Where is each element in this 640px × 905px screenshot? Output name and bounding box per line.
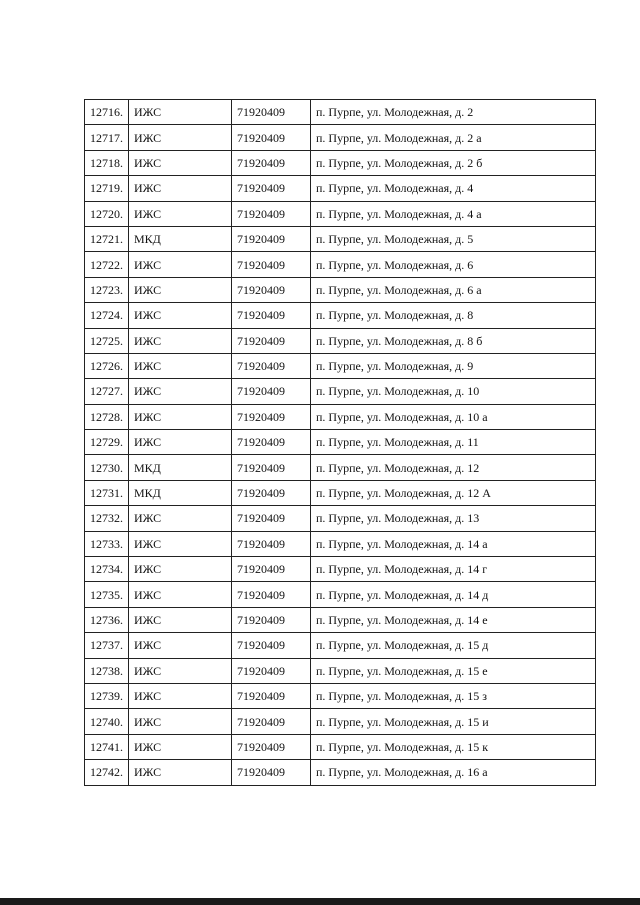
address-cell: п. Пурпе, ул. Молодежная, д. 14 а bbox=[311, 531, 596, 556]
building-type-cell: ИЖС bbox=[129, 100, 232, 125]
building-type-cell: ИЖС bbox=[129, 150, 232, 175]
building-type-cell: ИЖС bbox=[129, 353, 232, 378]
table-row bbox=[85, 226, 596, 251]
building-type-cell: ИЖС bbox=[129, 582, 232, 607]
oktmo-code-cell: 71920409 bbox=[232, 303, 311, 328]
oktmo-code-cell: 71920409 bbox=[232, 353, 311, 378]
table-row bbox=[85, 277, 596, 302]
address-cell: п. Пурпе, ул. Молодежная, д. 13 bbox=[311, 506, 596, 531]
row-number-cell: 12732. bbox=[85, 506, 129, 531]
address-cell: п. Пурпе, ул. Молодежная, д. 6 bbox=[311, 252, 596, 277]
address-cell: п. Пурпе, ул. Молодежная, д. 10 а bbox=[311, 404, 596, 429]
building-type-cell: ИЖС bbox=[129, 379, 232, 404]
table-row bbox=[85, 760, 596, 785]
address-cell: п. Пурпе, ул. Молодежная, д. 16 а bbox=[311, 760, 596, 785]
table-row bbox=[85, 709, 596, 734]
building-type-cell: МКД bbox=[129, 226, 232, 251]
table-row bbox=[85, 201, 596, 226]
oktmo-code-cell: 71920409 bbox=[232, 658, 311, 683]
address-cell: п. Пурпе, ул. Молодежная, д. 15 д bbox=[311, 633, 596, 658]
address-cell: п. Пурпе, ул. Молодежная, д. 9 bbox=[311, 353, 596, 378]
address-cell: п. Пурпе, ул. Молодежная, д. 2 а bbox=[311, 125, 596, 150]
oktmo-code-cell: 71920409 bbox=[232, 201, 311, 226]
row-number-cell: 12720. bbox=[85, 201, 129, 226]
building-type-cell: ИЖС bbox=[129, 531, 232, 556]
building-type-cell: ИЖС bbox=[129, 607, 232, 632]
building-type-cell: ИЖС bbox=[129, 125, 232, 150]
table-row bbox=[85, 607, 596, 632]
address-cell: п. Пурпе, ул. Молодежная, д. 8 bbox=[311, 303, 596, 328]
address-cell: п. Пурпе, ул. Молодежная, д. 11 bbox=[311, 430, 596, 455]
address-cell: п. Пурпе, ул. Молодежная, д. 14 е bbox=[311, 607, 596, 632]
building-type-cell: ИЖС bbox=[129, 633, 232, 658]
building-type-cell: ИЖС bbox=[129, 176, 232, 201]
row-number-cell: 12736. bbox=[85, 607, 129, 632]
building-type-cell: ИЖС bbox=[129, 303, 232, 328]
address-cell: п. Пурпе, ул. Молодежная, д. 14 г bbox=[311, 557, 596, 582]
oktmo-code-cell: 71920409 bbox=[232, 760, 311, 785]
table-row bbox=[85, 633, 596, 658]
address-cell: п. Пурпе, ул. Молодежная, д. 4 bbox=[311, 176, 596, 201]
building-type-cell: ИЖС bbox=[129, 404, 232, 429]
oktmo-code-cell: 71920409 bbox=[232, 404, 311, 429]
building-type-cell: ИЖС bbox=[129, 328, 232, 353]
row-number-cell: 12729. bbox=[85, 430, 129, 455]
oktmo-code-cell: 71920409 bbox=[232, 430, 311, 455]
address-cell: п. Пурпе, ул. Молодежная, д. 2 bbox=[311, 100, 596, 125]
row-number-cell: 12723. bbox=[85, 277, 129, 302]
row-number-cell: 12718. bbox=[85, 150, 129, 175]
oktmo-code-cell: 71920409 bbox=[232, 531, 311, 556]
address-cell: п. Пурпе, ул. Молодежная, д. 15 е bbox=[311, 658, 596, 683]
table-row bbox=[85, 557, 596, 582]
row-number-cell: 12719. bbox=[85, 176, 129, 201]
oktmo-code-cell: 71920409 bbox=[232, 633, 311, 658]
oktmo-code-cell: 71920409 bbox=[232, 557, 311, 582]
address-cell: п. Пурпе, ул. Молодежная, д. 8 б bbox=[311, 328, 596, 353]
table-row bbox=[85, 480, 596, 505]
row-number-cell: 12741. bbox=[85, 734, 129, 759]
building-type-cell: МКД bbox=[129, 480, 232, 505]
building-type-cell: ИЖС bbox=[129, 658, 232, 683]
building-type-cell: ИЖС bbox=[129, 201, 232, 226]
row-number-cell: 12737. bbox=[85, 633, 129, 658]
row-number-cell: 12739. bbox=[85, 683, 129, 708]
row-number-cell: 12733. bbox=[85, 531, 129, 556]
address-cell: п. Пурпе, ул. Молодежная, д. 5 bbox=[311, 226, 596, 251]
address-cell: п. Пурпе, ул. Молодежная, д. 14 д bbox=[311, 582, 596, 607]
table-row bbox=[85, 353, 596, 378]
row-number-cell: 12716. bbox=[85, 100, 129, 125]
row-number-cell: 12717. bbox=[85, 125, 129, 150]
oktmo-code-cell: 71920409 bbox=[232, 734, 311, 759]
row-number-cell: 12725. bbox=[85, 328, 129, 353]
oktmo-code-cell: 71920409 bbox=[232, 328, 311, 353]
address-cell: п. Пурпе, ул. Молодежная, д. 2 б bbox=[311, 150, 596, 175]
table-row bbox=[85, 430, 596, 455]
registry-table-body bbox=[85, 100, 596, 786]
table-row bbox=[85, 125, 596, 150]
row-number-cell: 12740. bbox=[85, 709, 129, 734]
building-type-cell: ИЖС bbox=[129, 277, 232, 302]
row-number-cell: 12724. bbox=[85, 303, 129, 328]
address-cell: п. Пурпе, ул. Молодежная, д. 15 з bbox=[311, 683, 596, 708]
registry-table-container bbox=[84, 99, 596, 786]
table-row bbox=[85, 734, 596, 759]
oktmo-code-cell: 71920409 bbox=[232, 125, 311, 150]
building-type-cell: ИЖС bbox=[129, 683, 232, 708]
address-cell: п. Пурпе, ул. Молодежная, д. 10 bbox=[311, 379, 596, 404]
oktmo-code-cell: 71920409 bbox=[232, 683, 311, 708]
building-type-cell: ИЖС bbox=[129, 506, 232, 531]
address-cell: п. Пурпе, ул. Молодежная, д. 12 bbox=[311, 455, 596, 480]
oktmo-code-cell: 71920409 bbox=[232, 709, 311, 734]
building-type-cell: ИЖС bbox=[129, 430, 232, 455]
oktmo-code-cell: 71920409 bbox=[232, 480, 311, 505]
building-type-cell: ИЖС bbox=[129, 252, 232, 277]
building-type-cell: ИЖС bbox=[129, 734, 232, 759]
row-number-cell: 12728. bbox=[85, 404, 129, 429]
building-type-cell: ИЖС bbox=[129, 709, 232, 734]
table-row bbox=[85, 252, 596, 277]
row-number-cell: 12734. bbox=[85, 557, 129, 582]
registry-table bbox=[84, 99, 596, 786]
oktmo-code-cell: 71920409 bbox=[232, 379, 311, 404]
address-cell: п. Пурпе, ул. Молодежная, д. 4 а bbox=[311, 201, 596, 226]
row-number-cell: 12731. bbox=[85, 480, 129, 505]
oktmo-code-cell: 71920409 bbox=[232, 226, 311, 251]
table-row bbox=[85, 658, 596, 683]
building-type-cell: ИЖС bbox=[129, 760, 232, 785]
oktmo-code-cell: 71920409 bbox=[232, 607, 311, 632]
scan-bottom-edge bbox=[0, 898, 640, 905]
row-number-cell: 12735. bbox=[85, 582, 129, 607]
oktmo-code-cell: 71920409 bbox=[232, 455, 311, 480]
table-row bbox=[85, 404, 596, 429]
address-cell: п. Пурпе, ул. Молодежная, д. 15 к bbox=[311, 734, 596, 759]
oktmo-code-cell: 71920409 bbox=[232, 252, 311, 277]
address-cell: п. Пурпе, ул. Молодежная, д. 12 А bbox=[311, 480, 596, 505]
oktmo-code-cell: 71920409 bbox=[232, 582, 311, 607]
oktmo-code-cell: 71920409 bbox=[232, 100, 311, 125]
row-number-cell: 12742. bbox=[85, 760, 129, 785]
table-row bbox=[85, 582, 596, 607]
table-row bbox=[85, 683, 596, 708]
table-row bbox=[85, 328, 596, 353]
address-cell: п. Пурпе, ул. Молодежная, д. 15 и bbox=[311, 709, 596, 734]
row-number-cell: 12722. bbox=[85, 252, 129, 277]
table-row bbox=[85, 531, 596, 556]
row-number-cell: 12738. bbox=[85, 658, 129, 683]
table-row bbox=[85, 303, 596, 328]
oktmo-code-cell: 71920409 bbox=[232, 150, 311, 175]
row-number-cell: 12727. bbox=[85, 379, 129, 404]
table-row bbox=[85, 176, 596, 201]
table-row bbox=[85, 100, 596, 125]
table-row bbox=[85, 455, 596, 480]
table-row bbox=[85, 379, 596, 404]
oktmo-code-cell: 71920409 bbox=[232, 506, 311, 531]
table-row bbox=[85, 150, 596, 175]
address-cell: п. Пурпе, ул. Молодежная, д. 6 а bbox=[311, 277, 596, 302]
oktmo-code-cell: 71920409 bbox=[232, 176, 311, 201]
table-row bbox=[85, 506, 596, 531]
building-type-cell: МКД bbox=[129, 455, 232, 480]
row-number-cell: 12726. bbox=[85, 353, 129, 378]
oktmo-code-cell: 71920409 bbox=[232, 277, 311, 302]
building-type-cell: ИЖС bbox=[129, 557, 232, 582]
row-number-cell: 12730. bbox=[85, 455, 129, 480]
row-number-cell: 12721. bbox=[85, 226, 129, 251]
